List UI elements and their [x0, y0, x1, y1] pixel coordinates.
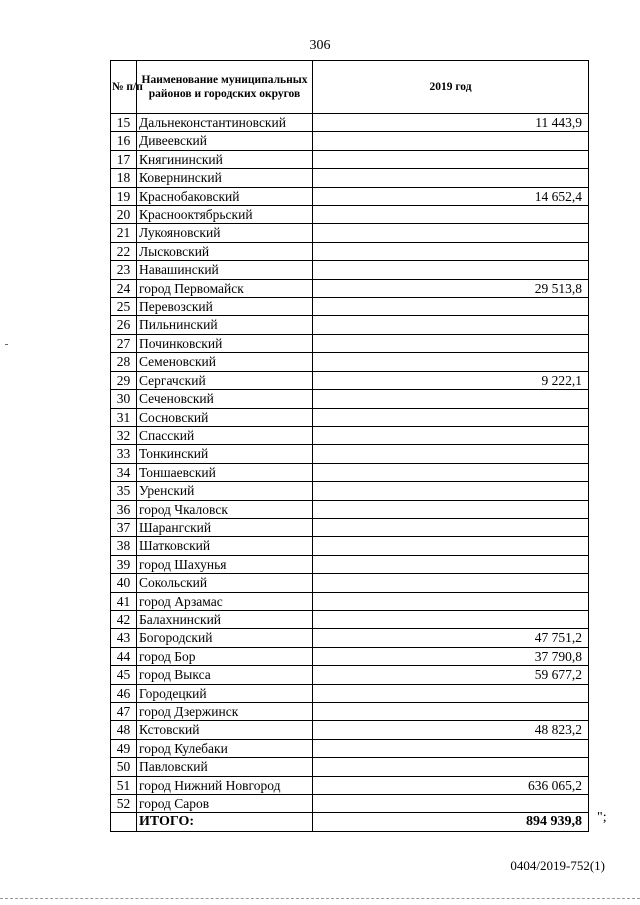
row-name: Кстовский: [137, 721, 313, 739]
table-row: [111, 206, 589, 224]
table-row: [111, 703, 589, 721]
table-body: [111, 114, 589, 813]
row-number: 28: [111, 353, 137, 371]
row-name: Починковский: [137, 334, 313, 352]
row-name: Сокольский: [137, 574, 313, 592]
row-number: 30: [111, 390, 137, 408]
table-row: [111, 463, 589, 481]
row-name: Сеченовский: [137, 390, 313, 408]
row-name: Лысковский: [137, 242, 313, 260]
table-row: [111, 518, 589, 536]
table-row: [111, 574, 589, 592]
row-number: 22: [111, 242, 137, 260]
row-number: 43: [111, 629, 137, 647]
row-name: Дивеевский: [137, 132, 313, 150]
row-value: [313, 555, 589, 573]
row-number: 37: [111, 518, 137, 536]
row-value: [313, 242, 589, 260]
row-name: Перевозский: [137, 298, 313, 316]
row-name: город Шахунья: [137, 555, 313, 573]
row-number: 41: [111, 592, 137, 610]
table-row: [111, 242, 589, 260]
table-row: [111, 261, 589, 279]
row-number: 45: [111, 666, 137, 684]
total-value: 894 939,8: [313, 813, 589, 831]
total-num-cell: [111, 813, 137, 831]
table-row: [111, 445, 589, 463]
table-row: [111, 353, 589, 371]
row-value: [313, 482, 589, 500]
row-value: [313, 795, 589, 813]
row-number: 26: [111, 316, 137, 334]
table-row: [111, 795, 589, 813]
row-name: город Первомайск: [137, 279, 313, 297]
row-value: [313, 684, 589, 702]
row-name: Дальнеконстантиновский: [137, 114, 313, 132]
table-row: [111, 334, 589, 352]
row-value: 9 222,1: [313, 371, 589, 389]
row-value: 636 065,2: [313, 776, 589, 794]
row-value: [313, 150, 589, 168]
row-number: 29: [111, 371, 137, 389]
row-name: Уренский: [137, 482, 313, 500]
row-value: [313, 758, 589, 776]
row-value: [313, 132, 589, 150]
table-row: [111, 371, 589, 389]
row-number: 46: [111, 684, 137, 702]
row-name: Балахнинский: [137, 610, 313, 628]
row-number: 16: [111, 132, 137, 150]
row-name: Тоншаевский: [137, 463, 313, 481]
row-value: [313, 703, 589, 721]
table-row: [111, 629, 589, 647]
table-row: [111, 739, 589, 757]
row-name: Ковернинский: [137, 169, 313, 187]
row-number: 19: [111, 187, 137, 205]
table-row: [111, 426, 589, 444]
row-name: Краснобаковский: [137, 187, 313, 205]
row-value: 14 652,4: [313, 187, 589, 205]
table-row: [111, 169, 589, 187]
row-number: 48: [111, 721, 137, 739]
row-value: 37 790,8: [313, 647, 589, 665]
row-value: 48 823,2: [313, 721, 589, 739]
row-number: 27: [111, 334, 137, 352]
row-value: [313, 500, 589, 518]
table-row: [111, 610, 589, 628]
total-row: [111, 813, 589, 831]
row-number: 34: [111, 463, 137, 481]
row-number: 38: [111, 537, 137, 555]
table-row: [111, 298, 589, 316]
row-name: город Арзамас: [137, 592, 313, 610]
row-value: [313, 739, 589, 757]
table-row: [111, 555, 589, 573]
row-name: город Саров: [137, 795, 313, 813]
row-value: [313, 353, 589, 371]
row-name: Шарангский: [137, 518, 313, 536]
page-number: 306: [309, 38, 331, 53]
row-value: [313, 169, 589, 187]
header-year: 2019 год: [313, 61, 589, 114]
row-number: 52: [111, 795, 137, 813]
row-value: [313, 463, 589, 481]
header-name: Наименование муниципальных районов и городских округов: [137, 61, 313, 114]
row-number: 23: [111, 261, 137, 279]
table-row: [111, 150, 589, 168]
row-name: Княгининский: [137, 150, 313, 168]
row-name: город Дзержинск: [137, 703, 313, 721]
table-row: [111, 279, 589, 297]
row-name: Городецкий: [137, 684, 313, 702]
row-name: город Выкса: [137, 666, 313, 684]
table-row: [111, 647, 589, 665]
row-number: 44: [111, 647, 137, 665]
table-row: [111, 776, 589, 794]
row-value: [313, 610, 589, 628]
table-row: [111, 537, 589, 555]
row-value: [313, 445, 589, 463]
row-number: 25: [111, 298, 137, 316]
table-row: [111, 721, 589, 739]
row-number: 31: [111, 408, 137, 426]
table-row: [111, 132, 589, 150]
row-name: город Бор: [137, 647, 313, 665]
total-suffix: ";: [597, 810, 607, 825]
row-name: Павловский: [137, 758, 313, 776]
bottom-dashed-line: [0, 898, 640, 900]
row-number: 15: [111, 114, 137, 132]
row-name: Богородский: [137, 629, 313, 647]
table-row: [111, 758, 589, 776]
row-name: Сергачский: [137, 371, 313, 389]
row-value: 11 443,9: [313, 114, 589, 132]
table-row: [111, 187, 589, 205]
row-name: Пильнинский: [137, 316, 313, 334]
row-value: [313, 298, 589, 316]
row-value: [313, 592, 589, 610]
row-number: 51: [111, 776, 137, 794]
row-number: 35: [111, 482, 137, 500]
row-number: 21: [111, 224, 137, 242]
row-number: 36: [111, 500, 137, 518]
row-name: Семеновский: [137, 353, 313, 371]
row-value: [313, 316, 589, 334]
table-row: [111, 390, 589, 408]
row-number: 47: [111, 703, 137, 721]
row-value: [313, 334, 589, 352]
row-number: 50: [111, 758, 137, 776]
row-number: 17: [111, 150, 137, 168]
budget-table: [110, 60, 589, 832]
row-name: Навашинский: [137, 261, 313, 279]
row-number: 40: [111, 574, 137, 592]
row-number: 49: [111, 739, 137, 757]
row-value: [313, 261, 589, 279]
row-value: 59 677,2: [313, 666, 589, 684]
row-value: [313, 574, 589, 592]
row-number: 32: [111, 426, 137, 444]
row-value: 29 513,8: [313, 279, 589, 297]
row-value: [313, 206, 589, 224]
row-value: [313, 408, 589, 426]
row-value: [313, 537, 589, 555]
row-name: Тонкинский: [137, 445, 313, 463]
row-value: [313, 518, 589, 536]
row-number: 24: [111, 279, 137, 297]
total-label: ИТОГО:: [137, 813, 313, 831]
row-name: Лукояновский: [137, 224, 313, 242]
header-number: № п/п: [111, 61, 137, 114]
row-name: Шатковский: [137, 537, 313, 555]
row-number: 20: [111, 206, 137, 224]
document-code: 0404/2019-752(1): [510, 858, 605, 873]
row-value: [313, 224, 589, 242]
table-row: [111, 666, 589, 684]
table-row: [111, 114, 589, 132]
table-header-row: [111, 61, 589, 114]
row-value: [313, 390, 589, 408]
row-number: 42: [111, 610, 137, 628]
table-row: [111, 500, 589, 518]
row-name: Краснооктябрьский: [137, 206, 313, 224]
margin-mark: [5, 344, 8, 345]
table-row: [111, 408, 589, 426]
table-row: [111, 684, 589, 702]
row-number: 39: [111, 555, 137, 573]
row-number: 18: [111, 169, 137, 187]
row-value: 47 751,2: [313, 629, 589, 647]
table-row: [111, 316, 589, 334]
row-name: город Кулебаки: [137, 739, 313, 757]
row-value: [313, 426, 589, 444]
row-name: Сосновский: [137, 408, 313, 426]
row-number: 33: [111, 445, 137, 463]
table-row: [111, 482, 589, 500]
row-name: город Нижний Новгород: [137, 776, 313, 794]
table-row: [111, 224, 589, 242]
table-row: [111, 592, 589, 610]
row-name: город Чкаловск: [137, 500, 313, 518]
row-name: Спасский: [137, 426, 313, 444]
